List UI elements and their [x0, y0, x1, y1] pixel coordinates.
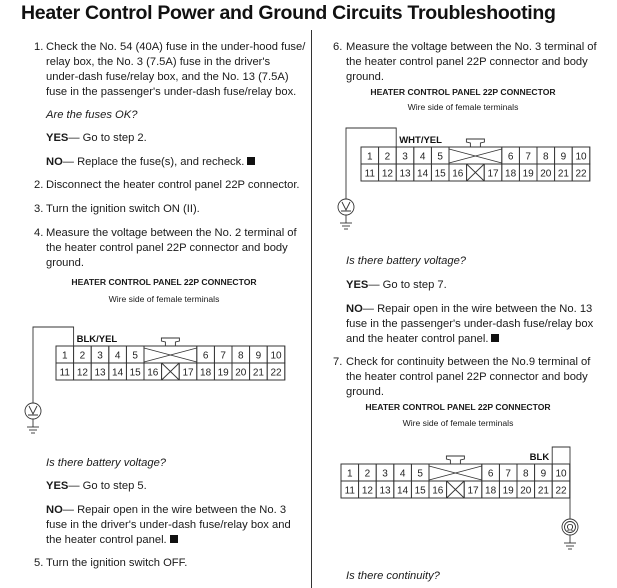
connector-caption: HEATER CONTROL PANEL 22P CONNECTOR	[370, 87, 556, 97]
no-text-last: and the heater control panel.	[346, 333, 489, 345]
lock-block-cross	[144, 348, 197, 362]
lock-block-cross	[429, 466, 482, 480]
terminal-cell	[552, 481, 570, 498]
terminal-number: 8	[543, 151, 549, 163]
wire-color-label: BLK	[529, 452, 550, 463]
terminal-cell	[537, 147, 555, 164]
no-text: — Repair open in the wire between the No. 13	[362, 303, 593, 315]
terminal-cell	[537, 164, 555, 181]
terminal-number: 21	[537, 485, 549, 497]
lock-block	[144, 346, 197, 363]
step-text-line: ground.	[46, 257, 84, 269]
terminal-cell	[429, 481, 447, 498]
step-number: 6.	[333, 41, 343, 53]
terminal-number: 6	[507, 151, 514, 163]
step-text-line: fuse in the passenger's under-dash fuse/relay box.	[46, 86, 297, 98]
terminal-number: 1	[347, 468, 353, 480]
terminal-cell	[109, 346, 127, 363]
terminal-number: 4	[114, 350, 121, 362]
terminal-number: 19	[502, 485, 514, 497]
terminal-number: 17	[487, 168, 499, 180]
terminal-cell	[376, 464, 394, 481]
terminal-cell	[535, 481, 553, 498]
terminal-number: 22	[270, 367, 282, 379]
terminal-cell	[379, 164, 397, 181]
terminal-cell	[517, 464, 535, 481]
step-text-line: relay box, the No. 3 (7.5A) fuse in the driver's	[46, 56, 271, 68]
terminal-cell	[91, 363, 109, 380]
no-label: NO	[46, 504, 63, 516]
step-text-line: the heater control panel 22P connector and body	[46, 242, 288, 254]
terminal-number: 3	[382, 468, 388, 480]
terminal-number: 17	[182, 367, 194, 379]
terminal-number: 15	[434, 168, 446, 180]
terminal-number: 15	[414, 485, 426, 497]
yes-label: YES	[346, 279, 369, 291]
wire-color-label: WHT/YEL	[399, 135, 442, 146]
terminal-number: 11	[364, 168, 375, 180]
wire-color-label: BLK/YEL	[76, 334, 118, 345]
step-text-line: ground.	[346, 71, 384, 83]
lock-block-cross	[449, 149, 502, 163]
terminal-number: 18	[200, 367, 212, 379]
terminal-number: 20	[520, 485, 532, 497]
terminal-cell	[267, 363, 285, 380]
terminal-number: 10	[555, 468, 567, 480]
step-text-line: the heater control panel 22P connector and body	[346, 56, 588, 68]
blank-cavity	[447, 481, 465, 498]
ohmmeter-icon	[562, 519, 578, 535]
terminal-number: 8	[238, 350, 244, 362]
terminal-number: 1	[62, 350, 68, 362]
terminal-cell	[572, 147, 590, 164]
blank-cavity-cross	[467, 164, 485, 181]
connector-subcaption: Wire side of female terminals	[108, 294, 220, 304]
terminal-cell	[499, 481, 517, 498]
terminal-number: 20	[540, 168, 552, 180]
connector-caption: HEATER CONTROL PANEL 22P CONNECTOR	[71, 277, 257, 287]
no-text: — Repair open in the wire between the No. 3	[62, 504, 287, 516]
terminal-cell	[109, 363, 127, 380]
page-title: Heater Control Power and Ground Circuits Troubleshooting	[21, 2, 556, 24]
ohmmeter-inner-ring	[565, 522, 576, 533]
terminal-cell	[555, 147, 573, 164]
terminal-cell	[396, 147, 414, 164]
step-text-line: Disconnect the heater control panel 22P connector.	[46, 179, 300, 191]
end-square-icon	[491, 334, 499, 342]
lock-block	[429, 464, 482, 481]
terminal-number: 14	[112, 367, 124, 379]
terminal-number: 13	[94, 367, 106, 379]
column-divider	[311, 30, 312, 588]
step-number: 1.	[34, 41, 44, 53]
terminal-cell	[572, 164, 590, 181]
terminal-cell	[482, 464, 500, 481]
terminal-number: 5	[417, 468, 423, 480]
connector-subcaption: Wire side of female terminals	[407, 102, 519, 112]
no-branch	[46, 155, 255, 170]
terminal-cell	[197, 363, 215, 380]
terminal-number: 17	[467, 485, 479, 497]
terminal-number: 5	[437, 151, 443, 163]
terminal-cell	[379, 147, 397, 164]
ohmmeter-glyph: Ω	[566, 522, 574, 534]
no-branch	[346, 302, 592, 317]
terminal-number: 12	[76, 367, 88, 379]
terminal-cell	[232, 346, 250, 363]
terminal-cell	[214, 363, 232, 380]
latch-tab-icon	[466, 139, 484, 147]
blank-cavity	[467, 164, 485, 181]
lock-block-cross	[144, 348, 197, 362]
yes-text: — Go to step 5.	[68, 480, 147, 492]
terminal-cell	[91, 346, 109, 363]
voltmeter-icon	[25, 403, 41, 419]
no-text-line: fuse in the passenger's under-dash fuse/relay box	[346, 318, 594, 330]
no-branch	[46, 503, 286, 518]
terminal-number: 22	[575, 168, 587, 180]
end-square-icon	[170, 535, 178, 543]
terminal-cell	[517, 481, 535, 498]
step-text-line: the heater control panel 22P connector and body	[346, 371, 588, 383]
no-label: NO	[46, 156, 63, 168]
terminal-number: 16	[452, 168, 464, 180]
terminal-cell	[396, 164, 414, 181]
no-text-line: fuse in the driver's under-dash fuse/relay box and	[46, 519, 291, 531]
terminal-number: 14	[417, 168, 429, 180]
terminal-number: 2	[364, 468, 371, 480]
terminal-cell	[502, 147, 520, 164]
terminal-cell	[411, 481, 429, 498]
lock-block	[449, 147, 502, 164]
terminal-number: 22	[555, 485, 567, 497]
terminal-cell	[126, 346, 144, 363]
end-square-icon	[247, 157, 255, 165]
terminal-cell	[414, 147, 432, 164]
step-text-line: Measure the voltage between the No. 3 terminal of	[346, 41, 597, 53]
terminal-number: 10	[575, 151, 587, 163]
terminal-number: 3	[97, 350, 103, 362]
step-text-line: Turn the ignition switch ON (II).	[46, 203, 200, 215]
terminal-number: 4	[399, 468, 406, 480]
terminal-cell	[250, 346, 268, 363]
yes-branch	[346, 278, 447, 293]
step-text-line: Check for continuity between the No.9 terminal of	[346, 356, 591, 368]
terminal-cell	[519, 147, 537, 164]
terminal-number: 16	[432, 485, 444, 497]
lock-block-cross	[449, 149, 502, 163]
latch-tab-icon	[446, 456, 464, 464]
step-number: 5.	[34, 557, 44, 569]
terminal-number: 11	[344, 485, 355, 497]
terminal-cell	[126, 363, 144, 380]
no-text-line	[46, 533, 178, 548]
terminal-number: 13	[379, 485, 391, 497]
terminal-cell	[555, 164, 573, 181]
step-text-line: Measure the voltage between the No. 2 terminal of	[46, 227, 297, 239]
no-text-last: the heater control panel.	[46, 534, 167, 546]
terminal-number: 8	[523, 468, 529, 480]
terminal-number: 9	[255, 350, 262, 362]
terminal-cell	[431, 164, 449, 181]
yes-branch	[46, 479, 147, 494]
step-text-line: Check the No. 54 (40A) fuse in the under-hood fuse/	[46, 41, 306, 53]
step-number: 7.	[333, 356, 343, 368]
terminal-number: 13	[399, 168, 411, 180]
terminal-number: 21	[557, 168, 569, 180]
terminal-cell	[482, 481, 500, 498]
voltmeter-glyph	[341, 202, 351, 211]
connector-housing	[56, 346, 285, 380]
blank-cavity-cross	[447, 481, 465, 498]
terminal-number: 19	[217, 367, 229, 379]
connector-caption: HEATER CONTROL PANEL 22P CONNECTOR	[365, 402, 551, 412]
terminal-cell	[535, 464, 553, 481]
terminal-cell	[431, 147, 449, 164]
question: Are the fuses OK?	[46, 109, 138, 121]
terminal-number: 3	[402, 151, 408, 163]
no-text: — Replace the fuse(s), and recheck.	[62, 156, 245, 168]
terminal-cell	[394, 481, 412, 498]
terminal-cell	[394, 464, 412, 481]
terminal-number: 7	[505, 468, 511, 480]
connector-housing	[361, 147, 590, 181]
terminal-cell	[74, 346, 92, 363]
terminal-number: 12	[381, 168, 393, 180]
terminal-cell	[341, 481, 359, 498]
question: Is there continuity?	[346, 570, 440, 582]
terminal-cell	[464, 481, 482, 498]
yes-branch	[46, 131, 147, 146]
terminal-cell	[250, 363, 268, 380]
terminal-number: 18	[505, 168, 517, 180]
terminal-cell	[56, 363, 74, 380]
terminal-number: 14	[397, 485, 409, 497]
terminal-cell	[74, 363, 92, 380]
yes-label: YES	[46, 480, 69, 492]
blank-cavity	[162, 363, 180, 380]
terminal-cell	[197, 346, 215, 363]
terminal-number: 6	[202, 350, 209, 362]
terminal-cell	[499, 464, 517, 481]
voltmeter-glyph	[28, 406, 38, 415]
terminal-cell	[341, 464, 359, 481]
step-text-line: under-dash fuse/relay box, and the No. 13 (7.5A)	[46, 71, 289, 83]
probe-wire	[552, 447, 570, 519]
terminal-cell	[361, 147, 379, 164]
yes-label: YES	[46, 132, 69, 144]
terminal-cell	[484, 164, 502, 181]
terminal-cell	[376, 481, 394, 498]
terminal-number: 7	[525, 151, 531, 163]
no-text-line	[346, 332, 499, 347]
step-number: 2.	[34, 179, 44, 191]
terminal-cell	[56, 346, 74, 363]
terminal-cell	[552, 464, 570, 481]
terminal-cell	[267, 346, 285, 363]
terminal-cell	[449, 164, 467, 181]
yes-text: — Go to step 7.	[368, 279, 447, 291]
terminal-number: 15	[129, 367, 141, 379]
terminal-number: 18	[485, 485, 497, 497]
terminal-number: 5	[132, 350, 138, 362]
terminal-number: 1	[367, 151, 373, 163]
terminal-cell	[359, 464, 377, 481]
terminal-number: 9	[560, 151, 567, 163]
terminal-number: 16	[147, 367, 159, 379]
terminal-cell	[361, 164, 379, 181]
terminal-number: 20	[235, 367, 247, 379]
yes-text: — Go to step 2.	[68, 132, 147, 144]
terminal-number: 10	[270, 350, 282, 362]
latch-tab-icon	[161, 338, 179, 346]
terminal-cell	[232, 363, 250, 380]
terminal-cell	[359, 481, 377, 498]
terminal-cell	[502, 164, 520, 181]
probe-wire	[33, 327, 74, 403]
question: Is there battery voltage?	[46, 457, 167, 469]
terminal-number: 2	[79, 350, 86, 362]
step-text-line: Turn the ignition switch OFF.	[46, 557, 188, 569]
voltmeter-icon	[338, 199, 354, 215]
terminal-number: 4	[419, 151, 426, 163]
probe-wire	[346, 128, 396, 199]
step-text-line: ground.	[346, 386, 384, 398]
connector-subcaption: Wire side of female terminals	[402, 418, 514, 428]
terminal-cell	[179, 363, 197, 380]
terminal-number: 9	[540, 468, 547, 480]
terminal-number: 12	[361, 485, 373, 497]
question: Is there battery voltage?	[346, 255, 467, 267]
terminal-number: 2	[384, 151, 391, 163]
terminal-cell	[144, 363, 162, 380]
no-label: NO	[346, 303, 363, 315]
terminal-number: 11	[59, 367, 70, 379]
step-number: 4.	[34, 227, 44, 239]
terminal-number: 21	[252, 367, 264, 379]
terminal-cell	[519, 164, 537, 181]
terminal-cell	[411, 464, 429, 481]
blank-cavity-cross	[467, 164, 485, 181]
terminal-number: 19	[522, 168, 534, 180]
terminal-number: 6	[487, 468, 494, 480]
terminal-number: 7	[220, 350, 226, 362]
terminal-cell	[414, 164, 432, 181]
terminal-cell	[214, 346, 232, 363]
blank-cavity-cross	[162, 363, 180, 380]
lock-block-cross	[429, 466, 482, 480]
connector-housing	[341, 464, 570, 498]
blank-cavity-cross	[162, 363, 180, 380]
blank-cavity-cross	[447, 481, 465, 498]
step-number: 3.	[34, 203, 44, 215]
